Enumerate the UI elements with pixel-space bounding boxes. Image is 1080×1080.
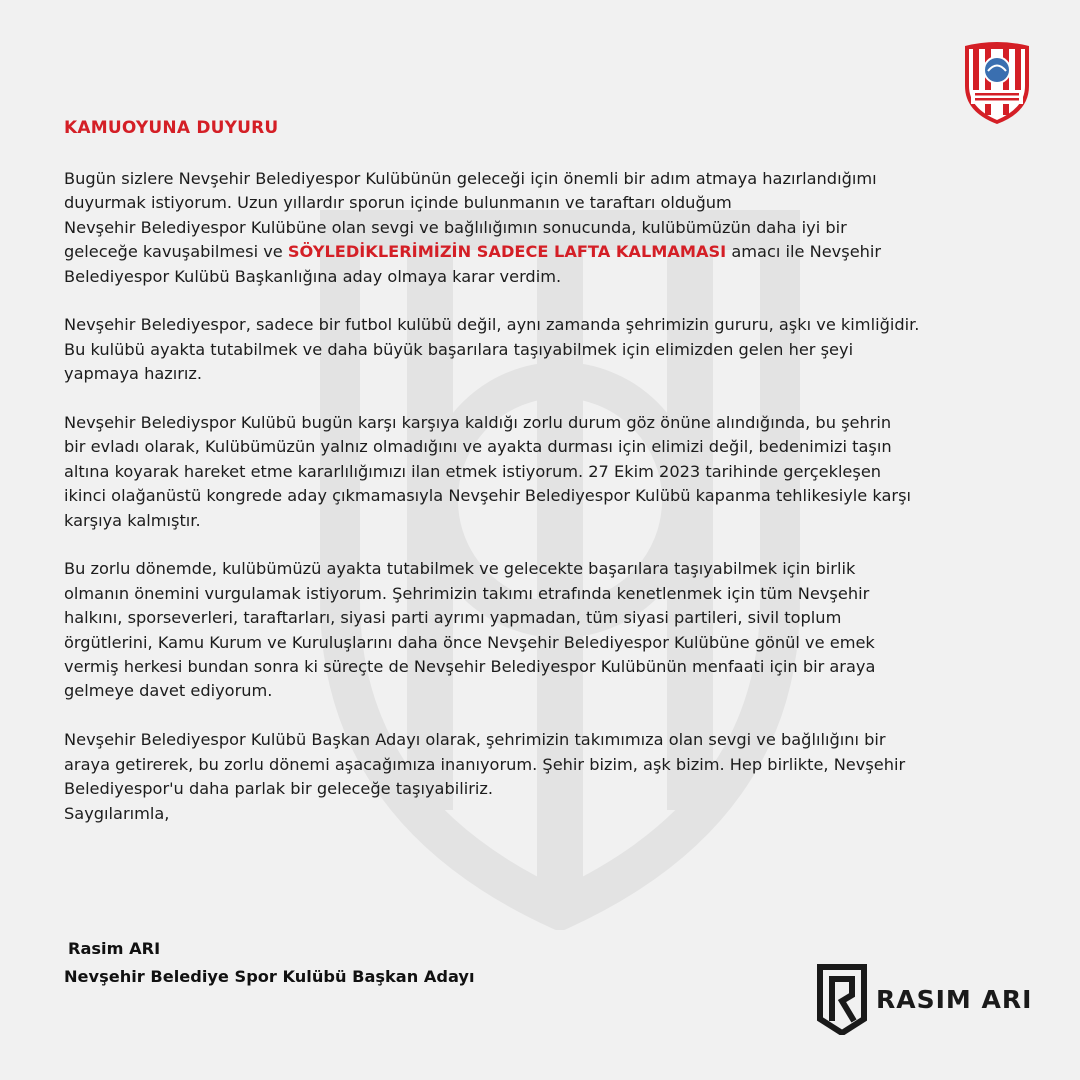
- signature-position: Nevşehir Belediye Spor Kulübü Başkan Adayı: [64, 967, 475, 986]
- paragraph-4: [64, 557, 1039, 703]
- text-line: halkını, sporseverleri, taraftarları, siyasi parti ayrımı yapmadan, tüm siyasi partileri, sivil toplum: [64, 608, 842, 628]
- paragraph-2: [64, 313, 1039, 386]
- text-line: Bu kulübü ayakta tutabilmek ve daha büyük başarılara taşıyabilmek için elimizden gelen her şeyi: [64, 339, 854, 359]
- text-line: Belediyespor'u daha parlak bir geleceğe taşıyabiliriz.: [64, 779, 494, 799]
- text-line: altına koyarak hareket etme kararlılığımızı ilan etmek istiyorum. 27 Ekim 2023 tarihinde gerçekleşen: [64, 461, 882, 481]
- brand-name: RASIM ARI: [876, 984, 1033, 1014]
- text-line: Nevşehir Belediyespor, sadece bir futbol kulübü değil, aynı zamanda şehrimizin gururu, aşkı ve kimliğidir.: [64, 315, 920, 335]
- signature-name: Rasim ARI: [68, 939, 161, 958]
- text-line: örgütlerini, Kamu Kurum ve Kuruluşlarını daha önce Nevşehir Belediyespor Kulübüne gönül ve emek: [64, 632, 875, 652]
- text-line: araya getirerek, bu zorlu dönemi aşacağımıza inanıyorum. Şehir bizim, aşk bizim. Hep birlikte, Nevşehir: [64, 754, 906, 774]
- text-line: ikinci olağanüstü kongrede aday çıkmamasıyla Nevşehir Belediyespor Kulübü kapanma tehlikesiyle karşı: [64, 486, 911, 506]
- closing-salutation: Saygılarımla,: [64, 803, 170, 823]
- signature-block: [64, 935, 475, 991]
- text-line: bir evladı olarak, Kulübümüzün yalnız olmadığını ve ayakta durması için elimizi değil, bedenimizi taşın: [64, 437, 892, 457]
- text-line: Nevşehir Belediyespor Kulübüne olan sevgi ve bağlılığımın sonucunda, kulübümüzün daha iyi bir: [64, 217, 847, 237]
- text-line: yapmaya hazırız.: [64, 364, 203, 384]
- text-line: Nevşehir Belediyespor Kulübü Başkan Adayı olarak, şehrimizin takımımıza olan sevgi ve bağlılığını bir: [64, 730, 886, 750]
- paragraph-5: [64, 728, 1039, 826]
- announcement-body: [64, 167, 1039, 826]
- text-line: Bugün sizlere Nevşehir Belediyespor Kulübünün geleceği için önemli bir adım atmaya hazırlandığımı: [64, 169, 877, 188]
- text-line: vermiş herkesi bundan sonra ki süreçte de Nevşehir Belediyespor Kulübünün menfaati için bir araya: [64, 657, 876, 677]
- text-line: olmanın önemini vurgulamak istiyorum. Şehrimizin takımı etrafında kenetlenmek için tüm Nevşehir: [64, 583, 870, 603]
- text-line: Belediyespor Kulübü Başkanlığına aday olmaya karar verdim.: [64, 266, 562, 286]
- rasim-ari-monogram-icon: [814, 963, 870, 1035]
- paragraph-1: [64, 167, 1039, 289]
- paragraph-3: [64, 411, 1039, 533]
- text-line: karşıya kalmıştır.: [64, 510, 201, 530]
- text-line: duyurmak istiyorum. Uzun yıllardır sporun içinde bulunmanın ve taraftarı olduğum: [64, 193, 732, 213]
- club-crest-icon: [961, 40, 1033, 126]
- text-fragment: amacı ile Nevşehir: [726, 242, 882, 262]
- text-line: gelmeye davet ediyorum.: [64, 681, 273, 701]
- text-line: [64, 240, 1039, 264]
- brand-logo: [814, 962, 1032, 1036]
- page-title: KAMUOYUNA DUYURU: [64, 118, 279, 138]
- text-line: Nevşehir Belediyspor Kulübü bugün karşı karşıya kaldığı zorlu durum göz önüne alındığında, bu şehrin: [64, 413, 892, 433]
- highlighted-phrase: SÖYLEDİKLERİMİZİN SADECE LAFTA KALMAMASI: [287, 242, 727, 262]
- text-fragment: geleceğe kavuşabilmesi ve: [64, 242, 288, 262]
- text-line: Bu zorlu dönemde, kulübümüzü ayakta tutabilmek ve gelecekte başarılara taşıyabilmek için birlik: [64, 559, 856, 579]
